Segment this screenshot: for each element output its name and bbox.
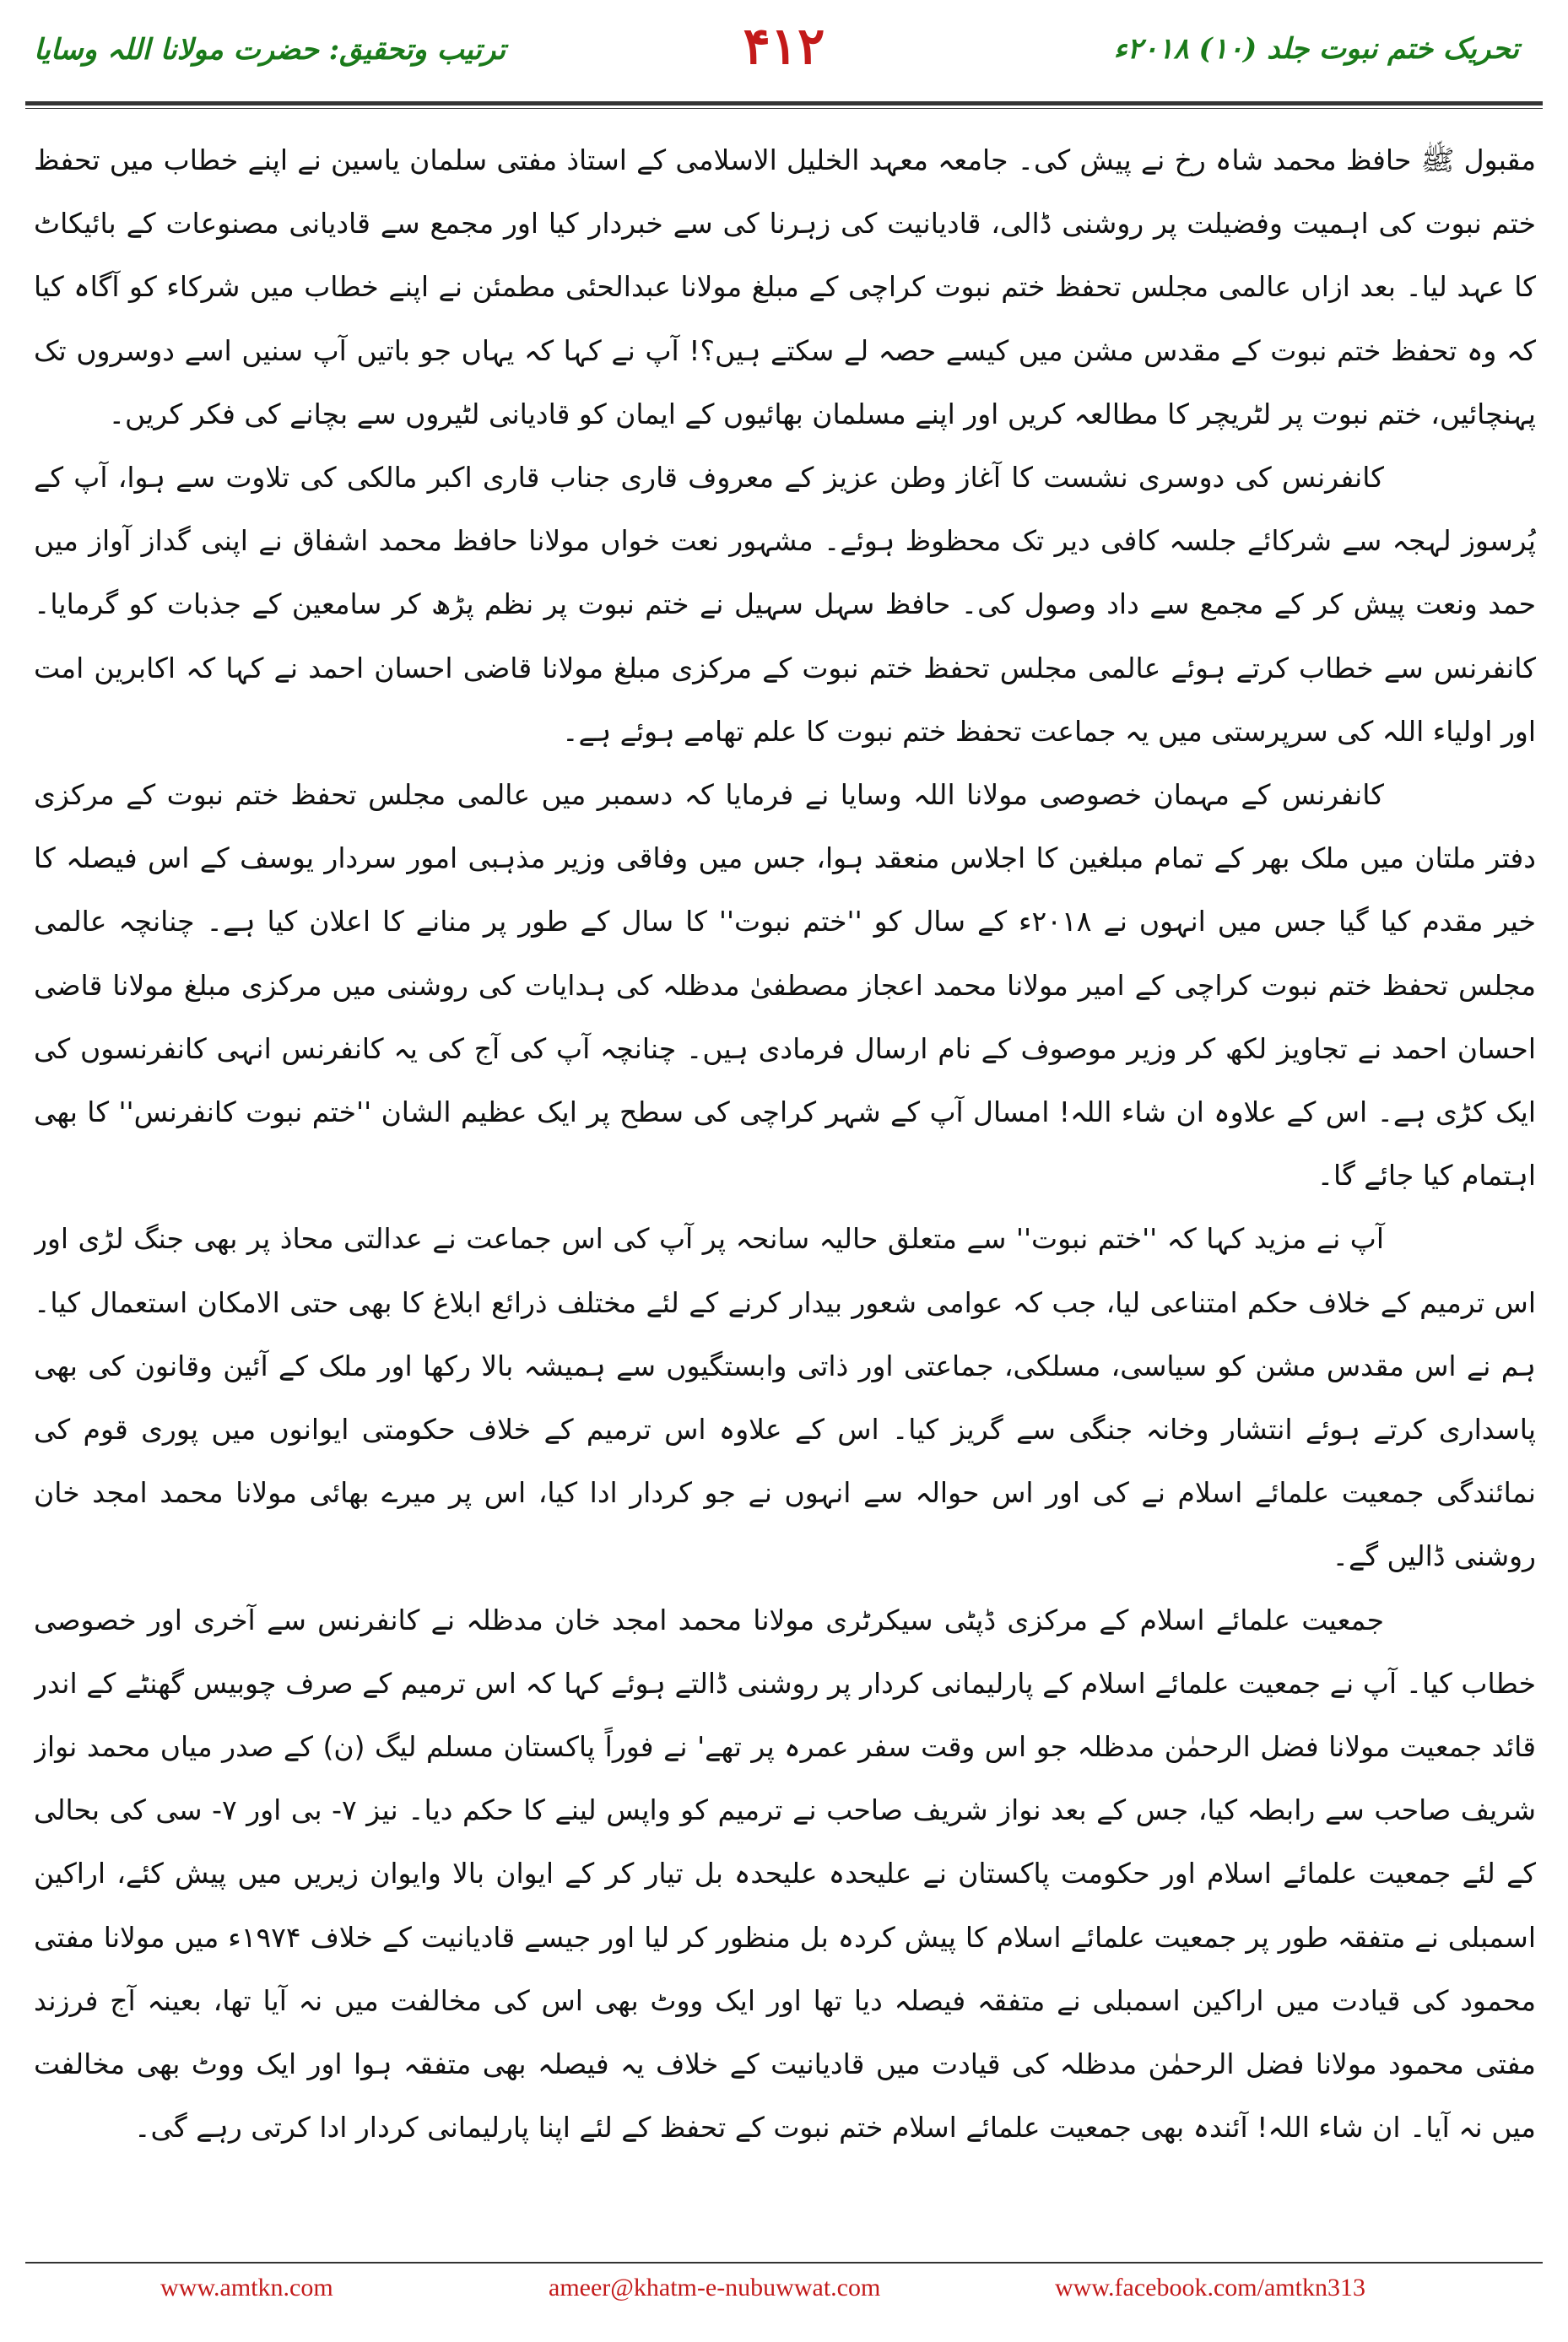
footer-divider: [25, 2262, 1543, 2264]
paragraph-5: جمعیت علمائے اسلام کے مرکزی ڈپٹی سیکرٹری مولانا محمد امجد خان مدظلہ نے کانفرنس سے آخری اور خصوصی خطاب کیا۔ آپ نے جمعیت علمائے اسلام کے پارلیمانی کردار پر روشنی ڈالتے ہوئے کہا کہ اس ترمیم کے صرف چوبیس گھنٹے کے اندر قائد جمعیت مولانا فضل الرحمٰن مدظلہ جو اس وقت سفر عمرہ پر تھے' نے فوراً پاکستان مسلم لیگ (ن) کے صدر میاں محمد نواز شریف صاحب سے رابطہ کیا، جس کے بعد نواز شریف صاحب نے ترمیم کو واپس لینے کا حکم دیا۔ نیز ۷- بی اور ۷- سی کی بحالی کے لئے جمعیت علمائے اسلام اور حکومت پاکستان نے علیحدہ علیحدہ بل تیار کر کے ایوان بالا وایوان زیریں میں پیش کئے، اراکین اسمبلی نے متفقہ طور پر جمعیت علمائے اسلام کا پیش کردہ بل منظور کر لیا اور جیسے قادیانیت کے خلاف ۱۹۷۴ء میں مولانا مفتی محمود کی قیادت میں اراکین اسمبلی نے متفقہ فیصلہ دیا تھا اور ایک ووٹ بھی اس کی مخالفت میں نہ آیا تھا، بعینہ آج فرزند مفتی محمود مولانا فضل الرحمٰن مدظلہ کی قیادت میں قادیانیت کے خلاف یہ فیصلہ بھی متفقہ ہوا اور ایک ووٹ بھی مخالفت میں نہ آیا۔ ان شاء اللہ! آئندہ بھی جمعیت علمائے اسلام ختم نبوت کے تحفظ کے لئے اپنا پارلیمانی کردار ادا کرتی رہے گی۔: [34, 1603, 1536, 2145]
page-number: ۴۱۲: [743, 17, 825, 76]
compiler-credit: ترتیب وتحقیق: حضرت مولانا اللہ وسایا: [34, 33, 506, 67]
paragraph-3: کانفرنس کے مہمان خصوصی مولانا اللہ وسایا نے فرمایا کہ دسمبر میں عالمی مجلس تحفظ ختم نبوت کے مرکزی دفتر ملتان میں ملک بھر کے تمام مبلغین کا اجلاس منعقد ہوا، جس میں وفاقی وزیر مذہبی امور سردار یوسف کے اس فیصلہ کا خیر مقدم کیا گیا جس میں انہوں نے ۲۰۱۸ء کے سال کو ''ختم نبوت'' کا سال کے طور پر منانے کا اعلان کیا ہے۔ چنانچہ عالمی مجلس تحفظ ختم نبوت کراچی کے امیر مولانا محمد اعجاز مصطفیٰ مدظلہ کی ہدایات کی روشنی میں مرکزی مبلغ مولانا قاضی احسان احمد نے تجاویز لکھ کر وزیر موصوف کے نام ارسال فرمادی ہیں۔ چنانچہ آپ کی آج کی یہ کانفرنس انہی کانفرنسوں کی ایک کڑی ہے۔ اس کے علاوہ ان شاء اللہ! امسال آپ کے شہر کراچی کی سطح پر ایک عظیم الشان ''ختم نبوت کانفرنس'' کا بھی اہتمام کیا جائے گا۔: [34, 778, 1536, 1193]
paragraph-2: کانفرنس کی دوسری نشست کا آغاز وطن عزیز کے معروف قاری جناب قاری اکبر مالکی کی تلاوت سے ہوا، آپ کے پُرسوز لہجہ سے شرکائے جلسہ کافی دیر تک محظوظ ہوئے۔ مشہور نعت خواں مولانا حافظ محمد اشفاق نے اپنی گداز آواز میں حمد ونعت پیش کر کے مجمع سے داد وصول کی۔ حافظ سہل سہیل نے ختم نبوت پر نظم پڑھ کر سامعین کے جذبات کو گرمایا۔ کانفرنس سے خطاب کرتے ہوئے عالمی مجلس تحفظ ختم نبوت کے مرکزی مبلغ مولانا قاضی احسان احمد نے کہا کہ اکابرین امت اور اولیاء اللہ کی سرپرستی میں یہ جماعت تحفظ ختم نبوت کا علم تھامے ہوئے ہے۔: [34, 461, 1536, 748]
email-link[interactable]: ameer@khatm-e-nubuwwat.com: [549, 2274, 881, 2301]
page-footer: [0, 2262, 1568, 2312]
header-divider: [25, 101, 1543, 105]
facebook-link[interactable]: www.facebook.com/amtkn313: [1055, 2274, 1365, 2301]
paragraph-1: مقبول ﷺ حافظ محمد شاہ رخ نے پیش کی۔ جامعہ معہد الخلیل الاسلامی کے استاذ مفتی سلمان یاسین نے اپنے خطاب میں تحفظ ختم نبوت کی اہمیت وفضیلت پر روشنی ڈالی، قادیانیت کی زہرنا کی سے خبردار کیا اور مجمع سے قادیانی مصنوعات کے بائیکاٹ کا عہد لیا۔ بعد ازاں عالمی مجلس تحفظ ختم نبوت کراچی کے مبلغ مولانا عبدالحئی مطمئن نے اپنے خطاب میں شرکاء کو آگاہ کیا کہ وہ تحفظ ختم نبوت کے مقدس مشن میں کیسے حصہ لے سکتے ہیں؟! آپ نے کہا کہ یہاں جو باتیں آپ سنیں اسے دوسروں تک پہنچائیں، ختم نبوت پر لٹریچر کا مطالعہ کریں اور اپنے مسلمان بھائیوں کے ایمان کو قادیانی لٹیروں سے بچانے کی فکر کریں۔: [34, 143, 1536, 430]
paragraph-4: آپ نے مزید کہا کہ ''ختم نبوت'' سے متعلق حالیہ سانحہ پر آپ کی اس جماعت نے عدالتی محاذ پر بھی جنگ لڑی اور اس ترمیم کے خلاف حکم امتناعی لیا، جب کہ عوامی شعور بیدار کرنے کے لئے مختلف ذرائع ابلاغ کا بھی حتی الامکان استعمال کیا۔ ہم نے اس مقدس مشن کو سیاسی، مسلکی، جماعتی اور ذاتی وابستگیوں سے ہمیشہ بالا رکھا اور ملک کے آئین وقانون کی بھی پاسداری کرتے ہوئے انتشار وخانہ جنگی سے گریز کیا۔ اس کے علاوہ اس ترمیم کے خلاف حکومتی ایوانوں میں پوری قوم کی نمائندگی جمعیت علمائے اسلام نے کی اور اس حوالہ سے انہوں نے جو کردار ادا کیا، اس پر میرے بھائی مولانا محمد امجد خان روشنی ڈالیں گے۔: [34, 1222, 1536, 1573]
article-body: [34, 128, 1536, 2204]
header-divider-thin: [25, 108, 1543, 109]
book-title: تحریک ختم نبوت جلد (۱۰) ۲۰۱۸ء: [1113, 32, 1519, 66]
page-header: [0, 0, 1568, 118]
website-link[interactable]: www.amtkn.com: [160, 2274, 333, 2301]
